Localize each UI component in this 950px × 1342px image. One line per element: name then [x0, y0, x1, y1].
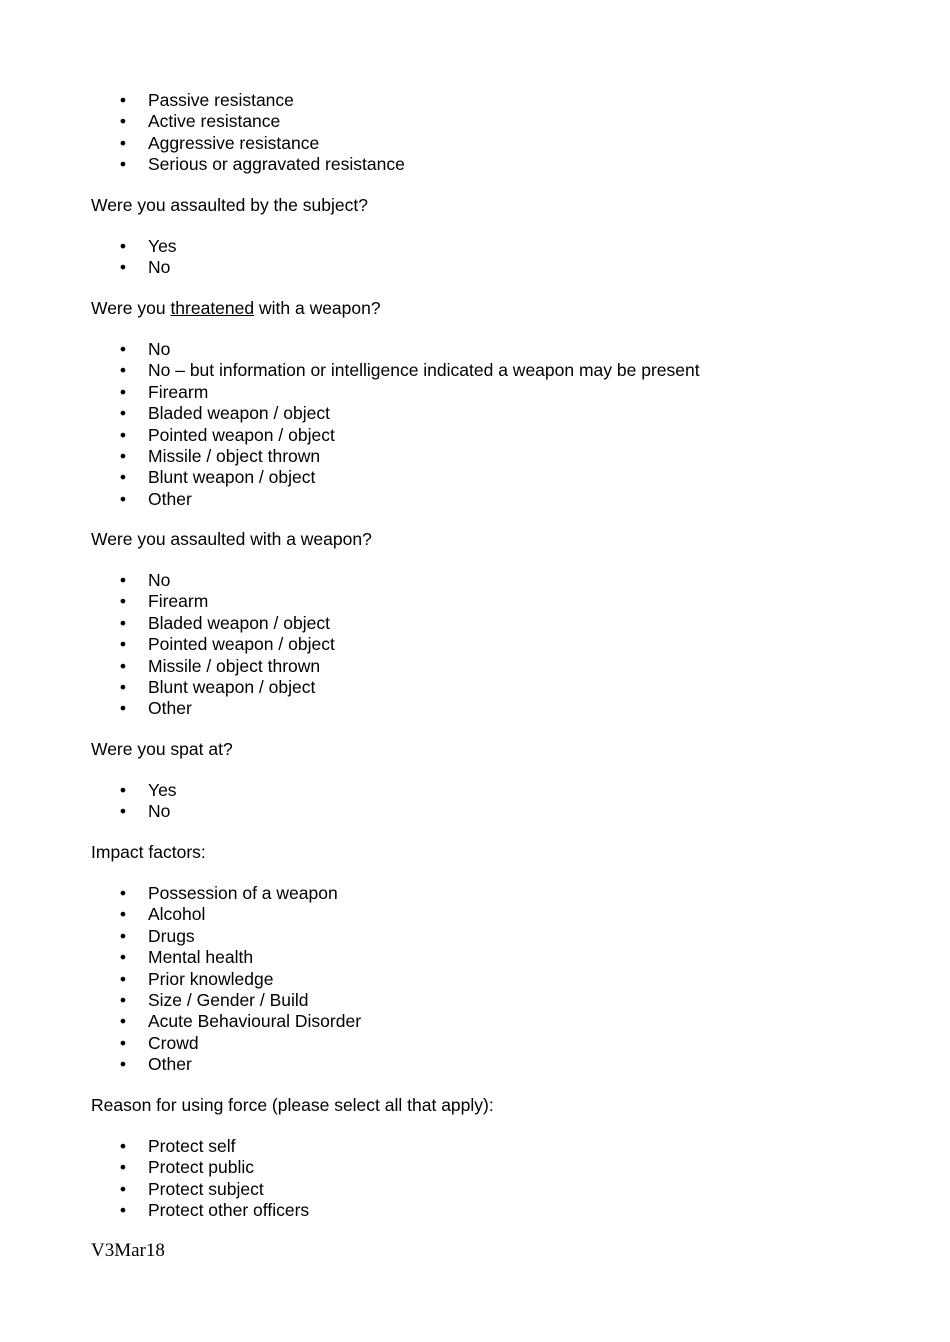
list-item — [0, 1136, 309, 1157]
list-item — [0, 801, 177, 822]
bullet-icon: • — [119, 989, 127, 1010]
list-item — [0, 133, 405, 154]
list-item-text: Size / Gender / Build — [148, 989, 309, 1010]
list-item-text: Pointed weapon / object — [148, 424, 335, 445]
list-item — [0, 1179, 309, 1200]
list-item — [0, 1054, 361, 1075]
list-item-text: Mental health — [148, 947, 254, 968]
list-item-text: Missile / object thrown — [148, 655, 321, 676]
list-item — [0, 969, 361, 990]
list-item — [0, 90, 405, 111]
assaulted-weapon-options-list — [0, 570, 335, 720]
bullet-icon: • — [119, 780, 127, 800]
bullet-icon: • — [119, 1011, 127, 1032]
list-item-text: Other — [148, 1054, 192, 1075]
bullet-icon: • — [119, 445, 127, 466]
bullet-icon: • — [119, 1054, 127, 1075]
list-item — [0, 339, 700, 360]
reason-options-list — [0, 1136, 309, 1222]
list-item-text: No — [148, 570, 171, 590]
list-item — [0, 926, 361, 947]
assaulted-options-list — [0, 236, 177, 279]
spat-options-list — [0, 780, 177, 823]
list-item — [0, 591, 335, 612]
bullet-icon: • — [119, 1157, 127, 1178]
list-item-text: Bladed weapon / object — [148, 612, 330, 633]
list-item-text: No — [148, 339, 171, 359]
list-item-text: Aggressive resistance — [148, 132, 320, 153]
list-item — [0, 382, 700, 403]
list-item-text: Other — [148, 488, 192, 509]
list-item — [0, 677, 335, 698]
list-item-text: Other — [148, 698, 192, 719]
list-item — [0, 467, 700, 488]
list-item-text: Passive resistance — [148, 90, 294, 110]
bullet-icon: • — [119, 236, 127, 256]
list-item — [0, 634, 335, 655]
list-item — [0, 111, 405, 132]
list-item — [0, 1157, 309, 1178]
list-item-text: Crowd — [148, 1032, 199, 1053]
question-assaulted-with-weapon: Were you assaulted with a weapon? — [91, 529, 372, 549]
list-item-text: Acute Behavioural Disorder — [148, 1011, 362, 1032]
impact-factors-list — [0, 883, 361, 1076]
list-item — [0, 1011, 361, 1032]
bullet-icon: • — [119, 132, 127, 153]
list-item — [0, 1033, 361, 1054]
list-item — [0, 154, 405, 175]
bullet-icon: • — [119, 925, 127, 946]
list-item — [0, 990, 361, 1011]
bullet-icon: • — [119, 467, 127, 488]
list-item-text: Possession of a weapon — [148, 883, 338, 903]
list-item-text: Missile / object thrown — [148, 445, 321, 466]
list-item-text: Pointed weapon / object — [148, 634, 335, 655]
bullet-icon: • — [119, 612, 127, 633]
list-item — [0, 947, 361, 968]
list-item-text: Protect self — [148, 1136, 236, 1156]
list-item — [0, 570, 335, 591]
list-item — [0, 780, 177, 801]
bullet-icon: • — [119, 634, 127, 655]
list-item — [0, 446, 700, 467]
bullet-icon: • — [119, 1200, 127, 1221]
bullet-icon: • — [119, 257, 127, 278]
list-item — [0, 698, 335, 719]
bullet-icon: • — [119, 111, 127, 132]
list-item-text: Protect other officers — [148, 1200, 310, 1221]
bullet-icon: • — [119, 698, 127, 719]
bullet-icon: • — [119, 1136, 127, 1156]
list-item — [0, 360, 700, 381]
question-spat-at: Were you spat at? — [91, 739, 233, 759]
list-item — [0, 883, 361, 904]
bullet-icon: • — [119, 360, 127, 381]
list-item — [0, 489, 700, 510]
list-item-text: Alcohol — [148, 904, 206, 925]
bullet-icon: • — [119, 570, 127, 590]
list-item — [0, 1200, 309, 1221]
list-item — [0, 613, 335, 634]
resistance-list — [0, 90, 405, 176]
list-item-text: Bladed weapon / object — [148, 403, 330, 424]
bullet-icon: • — [119, 403, 127, 424]
list-item-text: Blunt weapon / object — [148, 676, 316, 697]
list-item — [0, 236, 177, 257]
bullet-icon: • — [119, 381, 127, 402]
list-item — [0, 425, 700, 446]
list-item — [0, 904, 361, 925]
list-item-text: Blunt weapon / object — [148, 467, 316, 488]
list-item-text: Drugs — [148, 925, 195, 946]
bullet-icon: • — [119, 424, 127, 445]
bullet-icon: • — [119, 801, 127, 822]
bullet-icon: • — [119, 1178, 127, 1199]
bullet-icon: • — [119, 154, 127, 175]
list-item — [0, 257, 177, 278]
list-item-text: Active resistance — [148, 111, 281, 132]
list-item-text: No – but information or intelligence indicated a weapon may be present — [148, 360, 700, 381]
bullet-icon: • — [119, 488, 127, 509]
bullet-icon: • — [119, 968, 127, 989]
list-item-text: Protect subject — [148, 1178, 264, 1199]
threatened-options-list — [0, 339, 700, 510]
question-threatened-underlined: threatened — [170, 298, 255, 318]
bullet-icon: • — [119, 339, 127, 359]
bullet-icon: • — [119, 676, 127, 697]
list-item-text: Serious or aggravated resistance — [148, 154, 405, 175]
list-item-text: Firearm — [148, 381, 209, 402]
bullet-icon: • — [119, 591, 127, 612]
list-item-text: Firearm — [148, 591, 209, 612]
list-item-text: Yes — [148, 236, 177, 256]
question-threatened-with-weapon — [91, 298, 381, 319]
list-item-text: Yes — [148, 780, 177, 800]
question-threatened-suffix: with a weapon? — [254, 298, 381, 318]
question-threatened-prefix: Were you — [91, 298, 171, 318]
list-item-text: No — [148, 801, 171, 822]
list-item — [0, 403, 700, 424]
question-assaulted-by-subject: Were you assaulted by the subject? — [91, 195, 368, 215]
list-item-text: No — [148, 257, 171, 278]
bullet-icon: • — [119, 904, 127, 925]
reason-for-force-heading: Reason for using force (please select all that apply): — [91, 1095, 494, 1115]
version-footer: V3Mar18 — [91, 1240, 165, 1261]
list-item-text: Prior knowledge — [148, 968, 274, 989]
bullet-icon: • — [119, 1032, 127, 1053]
list-item — [0, 656, 335, 677]
bullet-icon: • — [119, 883, 127, 903]
impact-factors-heading: Impact factors: — [91, 842, 206, 862]
bullet-icon: • — [119, 655, 127, 676]
bullet-icon: • — [119, 90, 127, 110]
bullet-icon: • — [119, 947, 127, 968]
list-item-text: Protect public — [148, 1157, 255, 1178]
